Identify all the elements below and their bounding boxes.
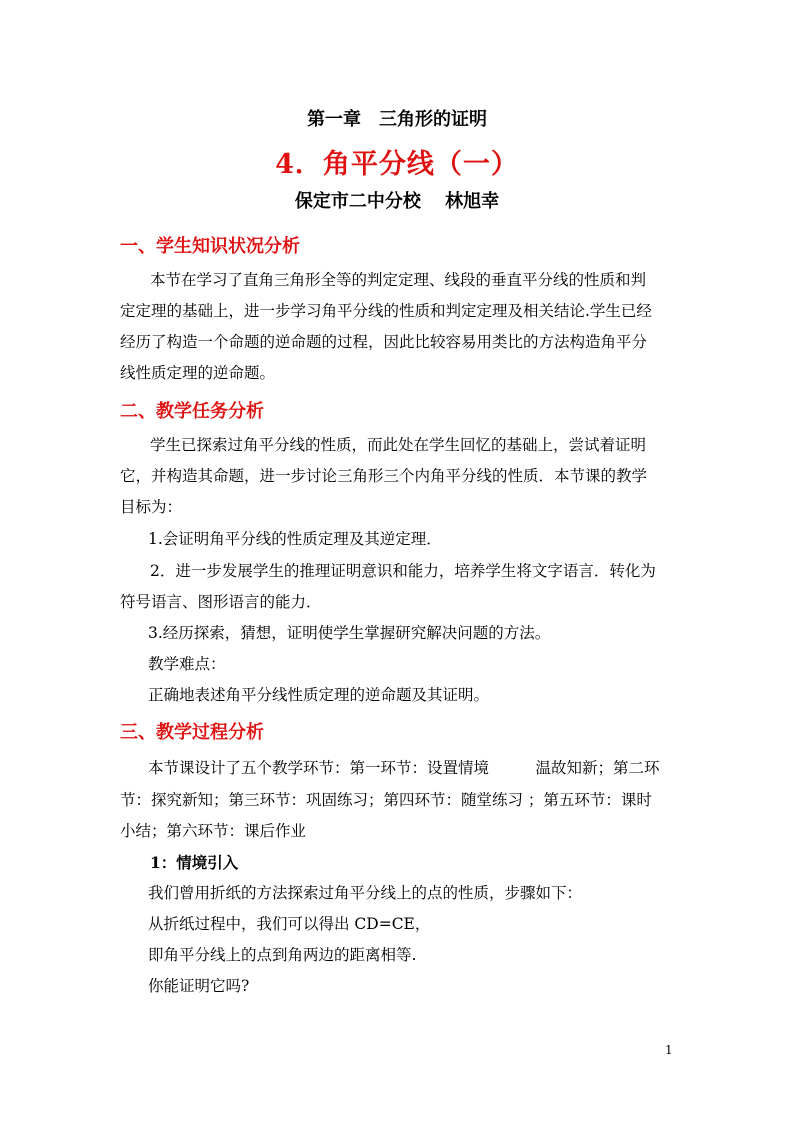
paragraph-line: 目标为： [120, 498, 183, 516]
lesson-title: 4．角平分线（一） [275, 149, 519, 180]
paragraph-line: 我们曾用折纸的方法探索过角平分线上的点的性质，步骤如下： [148, 884, 583, 902]
paragraph-line: 本节课设计了五个教学环节：第一环节：设置情境 温故知新；第二环 [148, 759, 660, 777]
goal-item-3: 3.经历探索，猜想，证明使学生掌握研究解决问题的方法。 [148, 624, 551, 642]
chapter-heading: 第一章 三角形的证明 [307, 109, 487, 130]
paragraph-line: 你能证明它吗? [148, 977, 250, 995]
page-number: 1 [665, 1043, 673, 1057]
goal-item-1: 1.会证明角平分线的性质定理及其逆定理． [148, 530, 442, 548]
paragraph-line: 经历了构造一个命题的逆命题的过程，因此比较容易用类比的方法构造角平分 [120, 333, 648, 351]
goal-item-2: 2．进一步发展学生的推理证明意识和能力，培养学生将文字语言．转化为 [150, 562, 656, 580]
author-line: 保定市二中分校 林旭幸 [294, 191, 500, 212]
step-heading-situation: 1：情境引入 [150, 853, 239, 872]
paragraph-line: 节：探究新知；第三环节：巩固练习；第四环节：随堂练习 ；第五环节：课时 [120, 791, 652, 809]
difficulty-label: 教学难点： [148, 655, 226, 673]
paragraph-line: 定定理的基础上，进一步学习角平分线的性质和判定定理及相关结论.学生已经 [120, 302, 652, 320]
paragraph-line: 学生已探索过角平分线的性质，而此处在学生回忆的基础上，尝试着证明 [150, 436, 647, 454]
paragraph-line: 本节在学习了直角三角形全等的判定定理、线段的垂直平分线的性质和判 [150, 271, 647, 289]
section-heading-process-analysis: 三、教学过程分析 [120, 722, 264, 743]
goal-item-2-cont: 符号语言、图形语言的能力． [120, 593, 322, 611]
paragraph-line: 它，并构造其命题，进一步讨论三角形三个内角平分线的性质．本节课的教学 [120, 467, 648, 485]
section-heading-task-analysis: 二、教学任务分析 [120, 401, 264, 422]
section-heading-student-analysis: 一、学生知识状况分析 [120, 236, 300, 257]
paragraph-line: 即角平分线上的点到角两边的距离相等. [148, 946, 417, 964]
difficulty-text: 正确地表述角平分线性质定理的逆命题及其证明。 [148, 686, 490, 704]
paragraph-line: 从折纸过程中，我们可以得出 CD=CE， [148, 915, 431, 933]
paragraph-line: 线性质定理的逆命题。 [120, 364, 276, 382]
paragraph-line: 小结；第六环节：课后作业 [120, 822, 307, 840]
